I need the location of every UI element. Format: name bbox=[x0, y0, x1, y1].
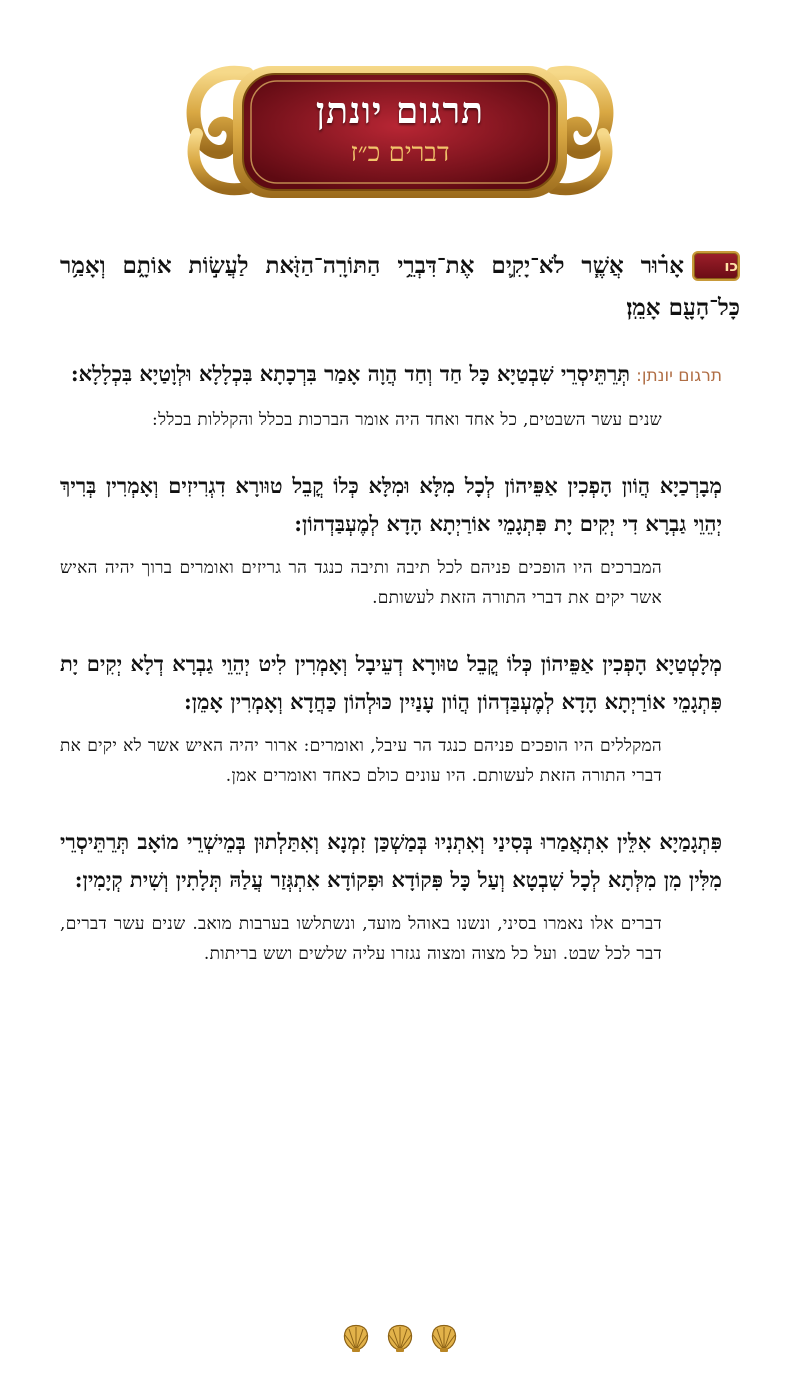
hebrew-translation-3: המקללים היו הופכים פניהם כנגד הר עיבל, ואומרים: ארור יהיה האיש אשר לא יקים את דברי התורה הזאת לעשותם. היו עונים כולם כאחד ואומרים אמן. bbox=[60, 736, 662, 786]
targum-label: תרגום יונתן: bbox=[636, 366, 722, 386]
title-banner bbox=[185, 52, 615, 210]
verse-block bbox=[60, 245, 740, 329]
hebrew-translation-2: המברכים היו הופכים פניהם לכל תיבה ותיבה כנגד הר גריזים ואומרים ברוך יהיה האיש אשר יקים את דברי התורה הזאת לעשותם. bbox=[60, 558, 662, 608]
shell-ornament bbox=[340, 1322, 460, 1354]
shell-icon bbox=[428, 1322, 460, 1354]
shell-icon bbox=[384, 1322, 416, 1354]
banner-title: תרגום יונתן bbox=[315, 90, 485, 132]
aramaic-block-2: מְבָרְכַיָא הֲוֹון הָפְכִין אַפֵּיהוֹן לְכָל מִלָּא וּמִלָּא כְּלוֹ קֳבֵל טוּורָא דִגְרִיזִים וְאָמְרִין בְּרִיךְ יְהֵוֵי גַבְרָא דִי יְקִים יָת פִּתְגָמֵי אוֹרַיְתָא הָדָא לְמֶעְבַּדְהוֹן: bbox=[60, 473, 722, 536]
aramaic-block-3: מְלָטְטַיָא הָפְכִין אַפֵּיהוֹן כְּלוֹ קֳבֵל טוּורָא דְעֵיבָל וְאָמְרִין לִיט יְהֵוֵי גַבְרָא דְלָא יְקִים יָת פִּתְגָמֵי אוֹרַיְתָא הָדָא לְמֶעְבַּדְהוֹן הֲוֹון עָנַיִין כּוּלְהוֹן כַּחֲדָא וְאָמְרִין אָמֵן: bbox=[60, 651, 722, 714]
aramaic-block-1 bbox=[60, 355, 740, 395]
verse-text: אָר֗וּר אֲשֶׁ֧ר לֹא־יָקִ֛ים אֶת־דִּבְרֵ֥י הַתּוֹרָֽה־הַזֹּ֖את לַעֲשׂ֣וֹת אוֹתָ֑ם וְאָמַ֥ר כָּל־הָעָ֖ם אָמֵֽן׃ bbox=[60, 252, 740, 321]
main-content bbox=[60, 245, 740, 969]
aramaic-block-4: פִּתְגָמַיָא אִלֵּין אִתְאֲמַרוּ בְּסִינַי וְאִתְנִיוּ בְּמַשְׁכַּן זִמְנָא וְאִתַּלְתוּן בְּמֵישְׁרֵי מוֹאָב תְּרֵתֵּיסְרֵי מִלִּין מִן מִלְּתָא לְכָל שִׁבְטָא וְעַל כָּל פִּקוֹדָא וּפִקוֹדָא אִתְגְּזַר עֲלַהּ תְּלָתִין וְשִׁית קְיָמִין: bbox=[60, 829, 722, 892]
verse-number-badge: כו bbox=[692, 251, 740, 281]
banner-subtitle: דברים כ״ז bbox=[350, 138, 450, 168]
hebrew-translation-4: דברים אלו נאמרו בסיני, ונשנו באוהל מועד, ונשתלשו בערבות מואב. שנים עשר דברים, דבר לכל שבט. ועל כל מצוה ומצוה נגזרו עליה שלשים ושש בריתות. bbox=[60, 914, 662, 964]
aramaic-text-1: תְּרֵתֵּיסְרֵי שִׁבְטַיָא כָּל חַד וְחַד הֲוָה אָמַר בִּרְכָתָא בִּכְלָלָא וּלְוָטַיָא בִּכְלָלָא: bbox=[70, 361, 631, 386]
hebrew-translation-1: שנים עשר השבטים, כל אחד ואחד היה אומר הברכות בכלל והקללות בכלל: bbox=[152, 410, 662, 430]
shell-icon bbox=[340, 1322, 372, 1354]
